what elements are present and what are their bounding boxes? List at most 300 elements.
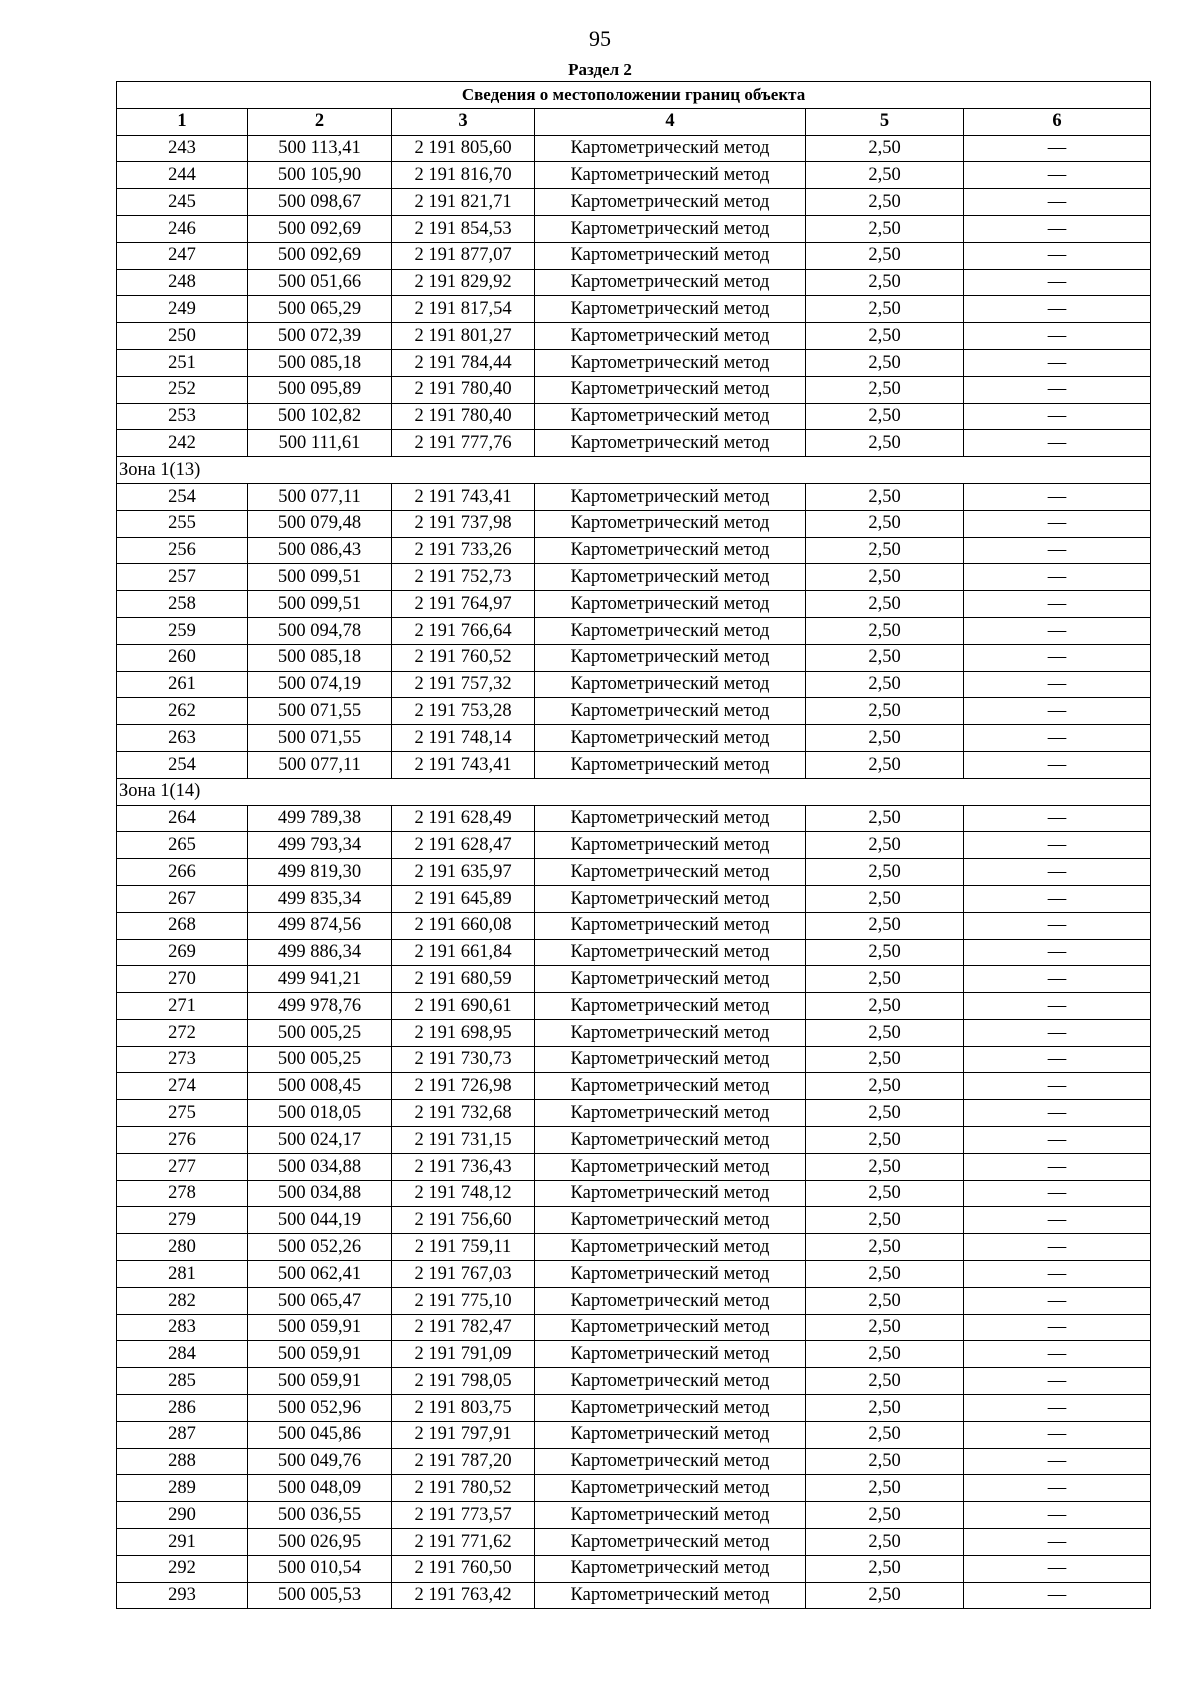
accuracy-cell: 2,50	[806, 510, 964, 537]
accuracy-cell: 2,50	[806, 1127, 964, 1154]
accuracy-cell: 2,50	[806, 269, 964, 296]
point-number-cell: 248	[117, 269, 248, 296]
method-cell: Картометрический метод	[535, 751, 806, 778]
table-row	[117, 1582, 1151, 1609]
x-coordinate-cell: 500 092,69	[248, 242, 392, 269]
table-row	[117, 1073, 1151, 1100]
accuracy-cell: 2,50	[806, 349, 964, 376]
x-coordinate-cell: 500 052,96	[248, 1395, 392, 1422]
x-coordinate-cell: 500 105,90	[248, 162, 392, 189]
y-coordinate-cell: 2 191 797,91	[392, 1421, 535, 1448]
point-number-cell: 292	[117, 1555, 248, 1582]
point-number-cell: 264	[117, 805, 248, 832]
table-row	[117, 1555, 1151, 1582]
accuracy-cell: 2,50	[806, 537, 964, 564]
y-coordinate-cell: 2 191 731,15	[392, 1127, 535, 1154]
x-coordinate-cell: 500 094,78	[248, 617, 392, 644]
description-cell: —	[964, 1207, 1151, 1234]
description-cell: —	[964, 510, 1151, 537]
method-cell: Картометрический метод	[535, 162, 806, 189]
x-coordinate-cell: 500 005,53	[248, 1582, 392, 1609]
table-row	[117, 564, 1151, 591]
x-coordinate-cell: 500 059,91	[248, 1368, 392, 1395]
y-coordinate-cell: 2 191 736,43	[392, 1153, 535, 1180]
x-coordinate-cell: 499 819,30	[248, 859, 392, 886]
method-cell: Картометрический метод	[535, 376, 806, 403]
table-row	[117, 135, 1151, 162]
description-cell: —	[964, 644, 1151, 671]
y-coordinate-cell: 2 191 748,14	[392, 725, 535, 752]
x-coordinate-cell: 500 085,18	[248, 349, 392, 376]
x-coordinate-cell: 500 044,19	[248, 1207, 392, 1234]
table-row	[117, 376, 1151, 403]
point-number-cell: 288	[117, 1448, 248, 1475]
method-cell: Картометрический метод	[535, 591, 806, 618]
table-row	[117, 1127, 1151, 1154]
description-cell: —	[964, 135, 1151, 162]
table-row	[117, 939, 1151, 966]
description-cell: —	[964, 403, 1151, 430]
description-cell: —	[964, 1475, 1151, 1502]
accuracy-cell: 2,50	[806, 698, 964, 725]
point-number-cell: 259	[117, 617, 248, 644]
column-header: 3	[392, 108, 535, 135]
point-number-cell: 245	[117, 189, 248, 216]
method-cell: Картометрический метод	[535, 1100, 806, 1127]
x-coordinate-cell: 499 789,38	[248, 805, 392, 832]
accuracy-cell: 2,50	[806, 725, 964, 752]
y-coordinate-cell: 2 191 803,75	[392, 1395, 535, 1422]
method-cell: Картометрический метод	[535, 912, 806, 939]
x-coordinate-cell: 500 098,67	[248, 189, 392, 216]
method-cell: Картометрический метод	[535, 725, 806, 752]
table-row	[117, 1475, 1151, 1502]
table-row	[117, 966, 1151, 993]
accuracy-cell: 2,50	[806, 1019, 964, 1046]
point-number-cell: 284	[117, 1341, 248, 1368]
description-cell: —	[964, 1502, 1151, 1529]
y-coordinate-cell: 2 191 780,40	[392, 376, 535, 403]
x-coordinate-cell: 500 077,11	[248, 751, 392, 778]
table-row	[117, 349, 1151, 376]
y-coordinate-cell: 2 191 661,84	[392, 939, 535, 966]
accuracy-cell: 2,50	[806, 1234, 964, 1261]
y-coordinate-cell: 2 191 680,59	[392, 966, 535, 993]
x-coordinate-cell: 500 036,55	[248, 1502, 392, 1529]
point-number-cell: 286	[117, 1395, 248, 1422]
table-row	[117, 885, 1151, 912]
column-header: 1	[117, 108, 248, 135]
table-row	[117, 698, 1151, 725]
x-coordinate-cell: 500 099,51	[248, 564, 392, 591]
table-row	[117, 725, 1151, 752]
accuracy-cell: 2,50	[806, 1314, 964, 1341]
y-coordinate-cell: 2 191 798,05	[392, 1368, 535, 1395]
accuracy-cell: 2,50	[806, 617, 964, 644]
description-cell: —	[964, 349, 1151, 376]
description-cell: —	[964, 1073, 1151, 1100]
point-number-cell: 287	[117, 1421, 248, 1448]
x-coordinate-cell: 500 111,61	[248, 430, 392, 457]
description-cell: —	[964, 1421, 1151, 1448]
accuracy-cell: 2,50	[806, 430, 964, 457]
accuracy-cell: 2,50	[806, 189, 964, 216]
description-cell: —	[964, 1448, 1151, 1475]
section-title: Раздел 2	[568, 60, 632, 79]
point-number-cell: 263	[117, 725, 248, 752]
accuracy-cell: 2,50	[806, 483, 964, 510]
point-number-cell: 283	[117, 1314, 248, 1341]
description-cell: —	[964, 162, 1151, 189]
accuracy-cell: 2,50	[806, 751, 964, 778]
table-row	[117, 510, 1151, 537]
description-cell: —	[964, 269, 1151, 296]
method-cell: Картометрический метод	[535, 1529, 806, 1556]
method-cell: Картометрический метод	[535, 215, 806, 242]
y-coordinate-cell: 2 191 753,28	[392, 698, 535, 725]
x-coordinate-cell: 500 005,25	[248, 1019, 392, 1046]
method-cell: Картометрический метод	[535, 564, 806, 591]
table-row	[117, 751, 1151, 778]
description-cell: —	[964, 591, 1151, 618]
y-coordinate-cell: 2 191 743,41	[392, 483, 535, 510]
method-cell: Картометрический метод	[535, 403, 806, 430]
description-cell: —	[964, 939, 1151, 966]
accuracy-cell: 2,50	[806, 1448, 964, 1475]
y-coordinate-cell: 2 191 645,89	[392, 885, 535, 912]
description-cell: —	[964, 832, 1151, 859]
y-coordinate-cell: 2 191 821,71	[392, 189, 535, 216]
point-number-cell: 257	[117, 564, 248, 591]
point-number-cell: 242	[117, 430, 248, 457]
accuracy-cell: 2,50	[806, 644, 964, 671]
method-cell: Картометрический метод	[535, 1073, 806, 1100]
method-cell: Картометрический метод	[535, 1502, 806, 1529]
description-cell: —	[964, 966, 1151, 993]
method-cell: Картометрический метод	[535, 1448, 806, 1475]
table-row	[117, 1287, 1151, 1314]
x-coordinate-cell: 499 874,56	[248, 912, 392, 939]
table-row	[117, 1207, 1151, 1234]
point-number-cell: 247	[117, 242, 248, 269]
description-cell: —	[964, 296, 1151, 323]
y-coordinate-cell: 2 191 748,12	[392, 1180, 535, 1207]
method-cell: Картометрический метод	[535, 1153, 806, 1180]
description-cell: —	[964, 1582, 1151, 1609]
description-cell: —	[964, 1529, 1151, 1556]
zone-header-row	[117, 778, 1151, 805]
method-cell: Картометрический метод	[535, 1046, 806, 1073]
accuracy-cell: 2,50	[806, 376, 964, 403]
description-cell: —	[964, 242, 1151, 269]
description-cell: —	[964, 698, 1151, 725]
y-coordinate-cell: 2 191 743,41	[392, 751, 535, 778]
x-coordinate-cell: 500 092,69	[248, 215, 392, 242]
y-coordinate-cell: 2 191 726,98	[392, 1073, 535, 1100]
x-coordinate-cell: 500 071,55	[248, 698, 392, 725]
description-cell: —	[964, 215, 1151, 242]
x-coordinate-cell: 500 026,95	[248, 1529, 392, 1556]
point-number-cell: 276	[117, 1127, 248, 1154]
method-cell: Картометрический метод	[535, 296, 806, 323]
accuracy-cell: 2,50	[806, 1582, 964, 1609]
method-cell: Картометрический метод	[535, 1368, 806, 1395]
method-cell: Картометрический метод	[535, 1555, 806, 1582]
accuracy-cell: 2,50	[806, 1207, 964, 1234]
x-coordinate-cell: 500 059,91	[248, 1314, 392, 1341]
x-coordinate-cell: 500 072,39	[248, 323, 392, 350]
accuracy-cell: 2,50	[806, 1475, 964, 1502]
x-coordinate-cell: 500 052,26	[248, 1234, 392, 1261]
x-coordinate-cell: 500 095,89	[248, 376, 392, 403]
y-coordinate-cell: 2 191 829,92	[392, 269, 535, 296]
accuracy-cell: 2,50	[806, 859, 964, 886]
y-coordinate-cell: 2 191 752,73	[392, 564, 535, 591]
column-number-row	[117, 108, 1151, 135]
y-coordinate-cell: 2 191 757,32	[392, 671, 535, 698]
accuracy-cell: 2,50	[806, 1395, 964, 1422]
point-number-cell: 274	[117, 1073, 248, 1100]
x-coordinate-cell: 500 085,18	[248, 644, 392, 671]
x-coordinate-cell: 500 024,17	[248, 1127, 392, 1154]
x-coordinate-cell: 500 071,55	[248, 725, 392, 752]
accuracy-cell: 2,50	[806, 1261, 964, 1288]
description-cell: —	[964, 1180, 1151, 1207]
method-cell: Картометрический метод	[535, 671, 806, 698]
y-coordinate-cell: 2 191 759,11	[392, 1234, 535, 1261]
method-cell: Картометрический метод	[535, 993, 806, 1020]
method-cell: Картометрический метод	[535, 832, 806, 859]
x-coordinate-cell: 500 034,88	[248, 1180, 392, 1207]
description-cell: —	[964, 430, 1151, 457]
method-cell: Картометрический метод	[535, 269, 806, 296]
description-cell: —	[964, 993, 1151, 1020]
table-row	[117, 483, 1151, 510]
description-cell: —	[964, 1127, 1151, 1154]
method-cell: Картометрический метод	[535, 1180, 806, 1207]
table-row	[117, 323, 1151, 350]
accuracy-cell: 2,50	[806, 564, 964, 591]
x-coordinate-cell: 500 010,54	[248, 1555, 392, 1582]
method-cell: Картометрический метод	[535, 430, 806, 457]
x-coordinate-cell: 500 077,11	[248, 483, 392, 510]
method-cell: Картометрический метод	[535, 1127, 806, 1154]
accuracy-cell: 2,50	[806, 1529, 964, 1556]
point-number-cell: 275	[117, 1100, 248, 1127]
y-coordinate-cell: 2 191 780,40	[392, 403, 535, 430]
table-row	[117, 591, 1151, 618]
point-number-cell: 243	[117, 135, 248, 162]
y-coordinate-cell: 2 191 787,20	[392, 1448, 535, 1475]
x-coordinate-cell: 500 059,91	[248, 1341, 392, 1368]
accuracy-cell: 2,50	[806, 135, 964, 162]
method-cell: Картометрический метод	[535, 1582, 806, 1609]
accuracy-cell: 2,50	[806, 966, 964, 993]
method-cell: Картометрический метод	[535, 537, 806, 564]
table-row	[117, 189, 1151, 216]
accuracy-cell: 2,50	[806, 1421, 964, 1448]
y-coordinate-cell: 2 191 628,47	[392, 832, 535, 859]
accuracy-cell: 2,50	[806, 1180, 964, 1207]
y-coordinate-cell: 2 191 660,08	[392, 912, 535, 939]
accuracy-cell: 2,50	[806, 912, 964, 939]
accuracy-cell: 2,50	[806, 1502, 964, 1529]
method-cell: Картометрический метод	[535, 1234, 806, 1261]
accuracy-cell: 2,50	[806, 242, 964, 269]
table-row	[117, 1368, 1151, 1395]
y-coordinate-cell: 2 191 877,07	[392, 242, 535, 269]
description-cell: —	[964, 1287, 1151, 1314]
description-cell: —	[964, 751, 1151, 778]
accuracy-cell: 2,50	[806, 162, 964, 189]
y-coordinate-cell: 2 191 628,49	[392, 805, 535, 832]
table-row	[117, 1341, 1151, 1368]
point-number-cell: 277	[117, 1153, 248, 1180]
method-cell: Картометрический метод	[535, 1314, 806, 1341]
y-coordinate-cell: 2 191 791,09	[392, 1341, 535, 1368]
method-cell: Картометрический метод	[535, 135, 806, 162]
accuracy-cell: 2,50	[806, 805, 964, 832]
accuracy-cell: 2,50	[806, 215, 964, 242]
column-header: 5	[806, 108, 964, 135]
y-coordinate-cell: 2 191 760,50	[392, 1555, 535, 1582]
y-coordinate-cell: 2 191 782,47	[392, 1314, 535, 1341]
x-coordinate-cell: 500 079,48	[248, 510, 392, 537]
description-cell: —	[964, 1341, 1151, 1368]
method-cell: Картометрический метод	[535, 483, 806, 510]
x-coordinate-cell: 500 049,76	[248, 1448, 392, 1475]
point-number-cell: 255	[117, 510, 248, 537]
table-row	[117, 1019, 1151, 1046]
method-cell: Картометрический метод	[535, 885, 806, 912]
table-row	[117, 1448, 1151, 1475]
point-number-cell: 244	[117, 162, 248, 189]
table-row	[117, 1153, 1151, 1180]
method-cell: Картометрический метод	[535, 859, 806, 886]
table-row	[117, 162, 1151, 189]
point-number-cell: 254	[117, 483, 248, 510]
description-cell: —	[964, 671, 1151, 698]
zone-header-row	[117, 457, 1151, 484]
description-cell: —	[964, 483, 1151, 510]
description-cell: —	[964, 1234, 1151, 1261]
method-cell: Картометрический метод	[535, 1287, 806, 1314]
y-coordinate-cell: 2 191 854,53	[392, 215, 535, 242]
method-cell: Картометрический метод	[535, 349, 806, 376]
point-number-cell: 291	[117, 1529, 248, 1556]
table-row	[117, 296, 1151, 323]
column-header: 2	[248, 108, 392, 135]
description-cell: —	[964, 1261, 1151, 1288]
description-cell: —	[964, 1046, 1151, 1073]
x-coordinate-cell: 500 074,19	[248, 671, 392, 698]
y-coordinate-cell: 2 191 737,98	[392, 510, 535, 537]
table-caption: Сведения о местоположении границ объекта	[117, 82, 1151, 109]
y-coordinate-cell: 2 191 690,61	[392, 993, 535, 1020]
accuracy-cell: 2,50	[806, 885, 964, 912]
method-cell: Картометрический метод	[535, 644, 806, 671]
description-cell: —	[964, 323, 1151, 350]
x-coordinate-cell: 500 065,29	[248, 296, 392, 323]
zone-label: Зона 1(13)	[117, 457, 1151, 484]
x-coordinate-cell: 500 065,47	[248, 1287, 392, 1314]
point-number-cell: 279	[117, 1207, 248, 1234]
point-number-cell: 268	[117, 912, 248, 939]
description-cell: —	[964, 617, 1151, 644]
point-number-cell: 252	[117, 376, 248, 403]
accuracy-cell: 2,50	[806, 1153, 964, 1180]
table-row	[117, 859, 1151, 886]
x-coordinate-cell: 499 978,76	[248, 993, 392, 1020]
description-cell: —	[964, 725, 1151, 752]
table-row	[117, 537, 1151, 564]
x-coordinate-cell: 500 102,82	[248, 403, 392, 430]
accuracy-cell: 2,50	[806, 1555, 964, 1582]
x-coordinate-cell: 499 941,21	[248, 966, 392, 993]
y-coordinate-cell: 2 191 760,52	[392, 644, 535, 671]
point-number-cell: 261	[117, 671, 248, 698]
description-cell: —	[964, 1555, 1151, 1582]
table-row	[117, 1502, 1151, 1529]
method-cell: Картометрический метод	[535, 242, 806, 269]
table-row	[117, 1180, 1151, 1207]
zone-label: Зона 1(14)	[117, 778, 1151, 805]
table-row	[117, 1421, 1151, 1448]
method-cell: Картометрический метод	[535, 1019, 806, 1046]
point-number-cell: 271	[117, 993, 248, 1020]
method-cell: Картометрический метод	[535, 1421, 806, 1448]
x-coordinate-cell: 500 113,41	[248, 135, 392, 162]
method-cell: Картометрический метод	[535, 1475, 806, 1502]
point-number-cell: 273	[117, 1046, 248, 1073]
table-row	[117, 1261, 1151, 1288]
column-header: 4	[535, 108, 806, 135]
point-number-cell: 269	[117, 939, 248, 966]
accuracy-cell: 2,50	[806, 296, 964, 323]
y-coordinate-cell: 2 191 766,64	[392, 617, 535, 644]
method-cell: Картометрический метод	[535, 510, 806, 537]
y-coordinate-cell: 2 191 784,44	[392, 349, 535, 376]
y-coordinate-cell: 2 191 775,10	[392, 1287, 535, 1314]
point-number-cell: 281	[117, 1261, 248, 1288]
accuracy-cell: 2,50	[806, 832, 964, 859]
method-cell: Картометрический метод	[535, 698, 806, 725]
y-coordinate-cell: 2 191 756,60	[392, 1207, 535, 1234]
x-coordinate-cell: 500 062,41	[248, 1261, 392, 1288]
point-number-cell: 251	[117, 349, 248, 376]
point-number-cell: 265	[117, 832, 248, 859]
x-coordinate-cell: 499 886,34	[248, 939, 392, 966]
method-cell: Картометрический метод	[535, 1261, 806, 1288]
method-cell: Картометрический метод	[535, 323, 806, 350]
page-number: 95	[589, 26, 611, 51]
y-coordinate-cell: 2 191 777,76	[392, 430, 535, 457]
table-row	[117, 832, 1151, 859]
x-coordinate-cell: 500 034,88	[248, 1153, 392, 1180]
y-coordinate-cell: 2 191 816,70	[392, 162, 535, 189]
point-number-cell: 250	[117, 323, 248, 350]
description-cell: —	[964, 189, 1151, 216]
method-cell: Картометрический метод	[535, 617, 806, 644]
table-row	[117, 1529, 1151, 1556]
point-number-cell: 272	[117, 1019, 248, 1046]
table-row	[117, 215, 1151, 242]
description-cell: —	[964, 1100, 1151, 1127]
point-number-cell: 278	[117, 1180, 248, 1207]
y-coordinate-cell: 2 191 773,57	[392, 1502, 535, 1529]
accuracy-cell: 2,50	[806, 403, 964, 430]
y-coordinate-cell: 2 191 767,03	[392, 1261, 535, 1288]
